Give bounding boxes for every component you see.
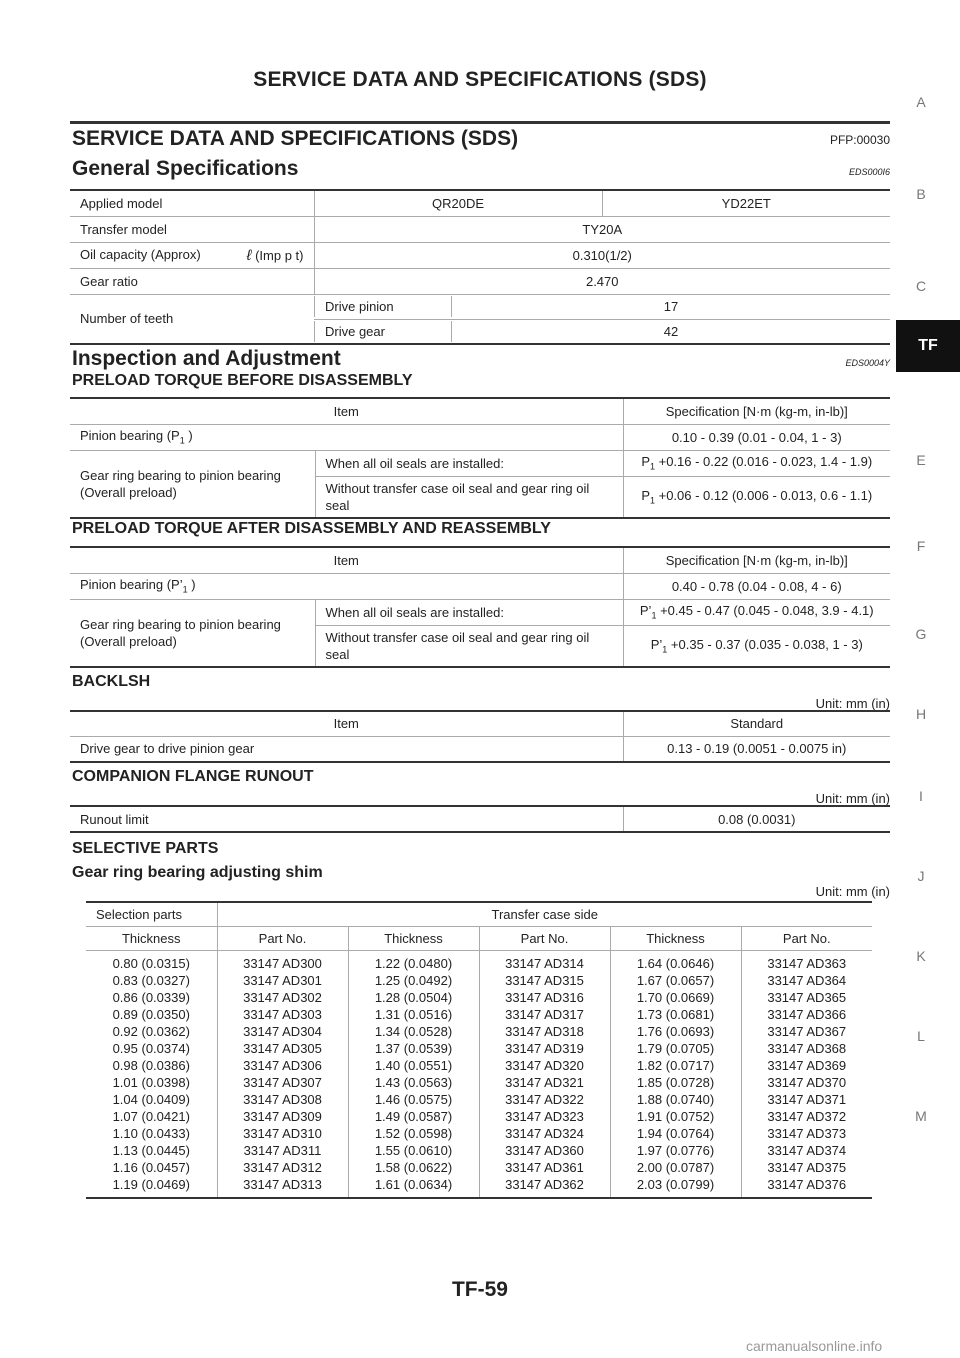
cell: $P_1 +0.16 - 0.22$ (0.016 - 0.023, 1.4 - 1.9)	[623, 450, 890, 476]
cell: Item	[70, 398, 623, 424]
cell: Drive gear to drive pinion gear	[70, 736, 623, 762]
cell: Transfer case side	[217, 902, 872, 926]
cell: Item	[70, 547, 623, 573]
inspection-code: EDS0004Y	[845, 358, 890, 368]
cell	[314, 294, 890, 319]
cell: Specification [N·m (kg-m, in-lb)]	[623, 398, 890, 424]
cell: Runout limit	[70, 806, 623, 832]
cell: Item	[70, 711, 623, 736]
cell: Gear ratio	[70, 268, 314, 294]
cell: 2.470	[314, 268, 890, 294]
section-code: PFP:00030	[829, 133, 890, 147]
cell: 0.310(1/2)	[314, 242, 890, 268]
index-l[interactable]: L	[917, 1028, 925, 1044]
cell: $P_1 +0.06 - 0.12$ (0.006 - 0.013, 0.6 - 1.1)	[623, 476, 890, 518]
index-g[interactable]: G	[915, 626, 927, 642]
cell: TY20A	[314, 216, 890, 242]
index-f[interactable]: F	[916, 538, 926, 554]
drive-pinion-value: 17	[451, 296, 890, 317]
general-code: EDS000I6	[848, 167, 890, 177]
cell: 33147 AD314 33147 AD315 33147 AD316 33147 AD317 33147 AD318 33147 AD319 33147 AD320 33147 AD321 33147 AD322 33147 AD323 33147 AD324 33147 AD360 33147 AD361 33147 AD362	[479, 950, 610, 1198]
selective-unit: Unit: mm (in)	[815, 884, 890, 899]
backlash-unit: Unit: mm (in)	[815, 696, 890, 711]
cell: Applied model	[70, 190, 314, 216]
selective-subtitle: Gear ring bearing adjusting shim	[72, 864, 323, 881]
cell: Thickness	[348, 926, 479, 950]
cell: 33147 AD300 33147 AD301 33147 AD302 33147 AD303 33147 AD304 33147 AD305 33147 AD306 33147 AD307 33147 AD308 33147 AD309 33147 AD310 33147 AD311 33147 AD312 33147 AD313	[217, 950, 348, 1198]
cell: Number of teeth	[70, 294, 314, 344]
cell: YD22ET	[602, 190, 890, 216]
drive-gear-value: 42	[451, 321, 890, 342]
cell	[70, 242, 314, 268]
cell: 0.13 - 0.19 (0.0051 - 0.0075 in)	[623, 736, 890, 762]
cell: Without transfer case oil seal and gear ring oil seal	[315, 625, 623, 667]
cell: Without transfer case oil seal and gear ring oil seal	[315, 476, 623, 518]
index-a[interactable]: A	[916, 94, 926, 110]
cell: 0.10 - 0.39 (0.01 - 0.04, 1 - 3)	[623, 424, 890, 450]
index-j[interactable]: J	[917, 868, 925, 884]
general-title: General Specifications	[72, 157, 299, 180]
drive-gear-label: Drive gear	[314, 321, 451, 342]
header-rule	[70, 121, 890, 124]
cell: Thickness	[86, 926, 217, 950]
preload-before-table	[70, 397, 890, 519]
cell: When all oil seals are installed:	[315, 450, 623, 476]
index-m[interactable]: M	[915, 1108, 927, 1124]
cell: 33147 AD363 33147 AD364 33147 AD365 33147 AD366 33147 AD367 33147 AD368 33147 AD369 33147 AD370 33147 AD371 33147 AD372 33147 AD373 33147 AD374 33147 AD375 33147 AD376	[741, 950, 872, 1198]
cell: Specification [N·m (kg-m, in-lb)]	[623, 547, 890, 573]
runout-table	[70, 805, 890, 833]
runout-unit: Unit: mm (in)	[815, 791, 890, 806]
cell: 1.22 (0.0480) 1.25 (0.0492) 1.28 (0.0504) 1.31 (0.0516) 1.34 (0.0528) 1.37 (0.0539) 1.40 (0.0551) 1.43 (0.0563) 1.46 (0.0575) 1.49 (0.0587) 1.52 (0.0598) 1.55 (0.0610) 1.58 (0.0622) 1.61 (0.0634)	[348, 950, 479, 1198]
cell: 0.40 - 0.78 (0.04 - 0.08, 4 - 6)	[623, 573, 890, 599]
cell: Transfer model	[70, 216, 314, 242]
backlash-table	[70, 710, 890, 763]
index-h[interactable]: H	[915, 706, 927, 722]
index-b[interactable]: B	[916, 186, 926, 202]
watermark: carmanualsonline.info	[746, 1338, 883, 1354]
cell: $P’_1 +0.35 - 0.37$ (0.035 - 0.038, 1 - 3)	[623, 625, 890, 667]
cell: When all oil seals are installed:	[315, 599, 623, 625]
cell: 0.08 (0.0031)	[623, 806, 890, 832]
section-title: SERVICE DATA AND SPECIFICATIONS (SDS)	[72, 127, 519, 150]
cell: QR20DE	[314, 190, 602, 216]
cell: Part No.	[479, 926, 610, 950]
preload-after-table	[70, 546, 890, 668]
cell: Selection parts	[86, 902, 217, 926]
oil-label: Oil capacity (Approx)	[80, 246, 201, 262]
page-number: TF-59	[451, 1278, 508, 1301]
cell: Standard	[623, 711, 890, 736]
cell: Pinion bearing ($P_1$ )	[70, 424, 623, 450]
cell: Part No.	[217, 926, 348, 950]
index-tf-active[interactable]: TF	[896, 320, 960, 372]
cell	[314, 319, 890, 344]
inspection-title: Inspection and Adjustment	[72, 347, 341, 370]
index-c[interactable]: C	[915, 278, 927, 294]
cell: Part No.	[741, 926, 872, 950]
backlash-title: BACKLSH	[72, 673, 151, 690]
general-specs-table	[70, 189, 890, 345]
cell: Pinion bearing ($P’_1$ )	[70, 573, 623, 599]
liter-icon: ℓ	[246, 246, 252, 264]
cell: Thickness	[610, 926, 741, 950]
preload-before-title: PRELOAD TORQUE BEFORE DISASSEMBLY	[72, 372, 413, 389]
index-k[interactable]: K	[916, 948, 926, 964]
cell: $P’_1 +0.45 - 0.47$ (0.045 - 0.048, 3.9 - 4.1)	[623, 599, 890, 625]
page-header: SERVICE DATA AND SPECIFICATIONS (SDS)	[253, 68, 707, 91]
preload-after-title: PRELOAD TORQUE AFTER DISASSEMBLY AND REASSEMBLY	[72, 520, 551, 537]
oil-unit: (Imp p t)	[255, 247, 304, 263]
shim-table	[86, 901, 872, 1199]
drive-pinion-label: Drive pinion	[314, 296, 451, 317]
cell: 1.64 (0.0646) 1.67 (0.0657) 1.70 (0.0669) 1.73 (0.0681) 1.76 (0.0693) 1.79 (0.0705) 1.82 (0.0717) 1.85 (0.0728) 1.88 (0.0740) 1.91 (0.0752) 1.94 (0.0764) 1.97 (0.0776) 2.00 (0.0787) 2.03 (0.0799)	[610, 950, 741, 1198]
cell: Gear ring bearing to pinion bearing (Overall preload)	[70, 599, 315, 667]
index-e[interactable]: E	[916, 452, 926, 468]
selective-title: SELECTIVE PARTS	[72, 840, 219, 857]
index-i[interactable]: I	[919, 788, 923, 804]
runout-title: COMPANION FLANGE RUNOUT	[72, 768, 314, 785]
cell: Gear ring bearing to pinion bearing (Overall preload)	[70, 450, 315, 518]
cell: 0.80 (0.0315) 0.83 (0.0327) 0.86 (0.0339) 0.89 (0.0350) 0.92 (0.0362) 0.95 (0.0374) 0.98 (0.0386) 1.01 (0.0398) 1.04 (0.0409) 1.07 (0.0421) 1.10 (0.0433) 1.13 (0.0445) 1.16 (0.0457) 1.19 (0.0469)	[86, 950, 217, 1198]
